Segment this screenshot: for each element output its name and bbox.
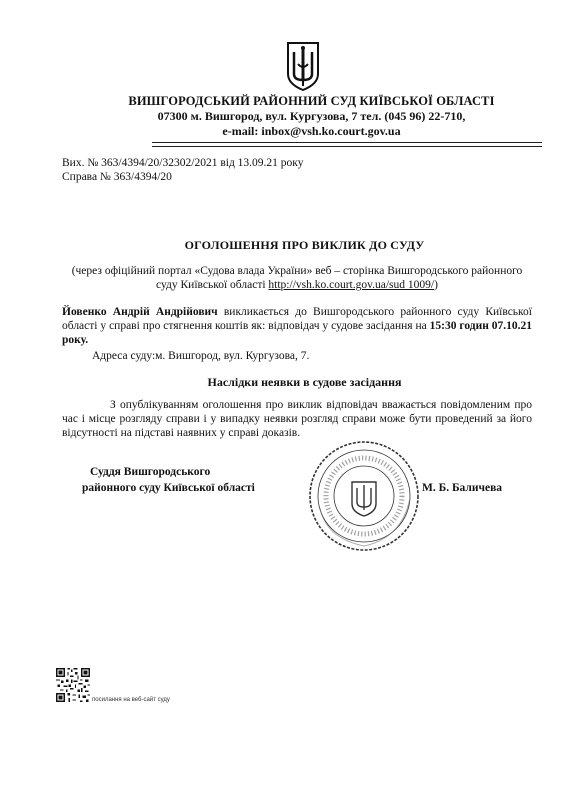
summons-text: викликається до Вишгородського районного суду Київської області у справі про стягнення коштів як: відповідач у судове засідання на <box>62 306 532 332</box>
consequences-title: Наслідки неявки в судове засідання <box>207 375 402 389</box>
intro-text: (через офіційний портал «Судова влада України» веб – сторінка Вишгородського районного суду Київської області <box>71 265 523 291</box>
notice-title: ОГОЛОШЕННЯ ПРО ВИКЛИК ДО СУДУ <box>184 238 425 252</box>
case-number: Справа № 363/4394/20 <box>62 171 172 183</box>
defendant-name: Йовенко Андрій Андрійович <box>62 306 218 318</box>
court-email: e-mail: inbox@vsh.ko.court.gov.ua <box>222 124 401 138</box>
court-website-link[interactable]: http://vsh.ko.court.gov.ua/sud 1009/ <box>268 279 435 291</box>
judge-title-line2: районного суду Київської області <box>82 482 255 494</box>
court-seal-icon <box>306 438 422 554</box>
qr-code-icon[interactable] <box>55 667 91 703</box>
outgoing-number: Вих. № 363/4394/20/32302/2021 від 13.09.21 року <box>62 157 304 169</box>
judge-name: М. Б. Баличева <box>422 482 503 494</box>
consequences-paragraph: З опублікуванням оголошення про виклик відповідач вважається повідомленим про час і місце розгляду справи і у випадку неявки розгляд справи може бути проведений за його відсутності на підставі наявних у справі доказів. <box>62 399 532 439</box>
header-rule-thin <box>152 146 542 147</box>
hearing-datetime: 15:30 годин 07.10.21 року. <box>62 320 532 346</box>
header-rule-thick <box>152 142 542 143</box>
trident-emblem-icon <box>285 40 321 92</box>
court-name: ВИШГОРОДСЬКИЙ РАЙОННИЙ СУД КИЇВСЬКОЇ ОБЛАСТІ <box>128 94 495 108</box>
court-address-line: Адреса суду:м. Вишгород, вул. Кургузова, 7. <box>92 350 310 362</box>
qr-caption: посилання на веб-сайт суду <box>92 697 170 703</box>
intro-close: ) <box>434 279 438 291</box>
court-address: 07300 м. Вишгород, вул. Кургузова, 7 тел. (045 96) 22-710, <box>157 109 466 123</box>
judge-title-line1: Суддя Вишгородського <box>90 466 211 478</box>
summons-paragraph <box>62 305 532 347</box>
intro-paragraph <box>62 264 532 292</box>
